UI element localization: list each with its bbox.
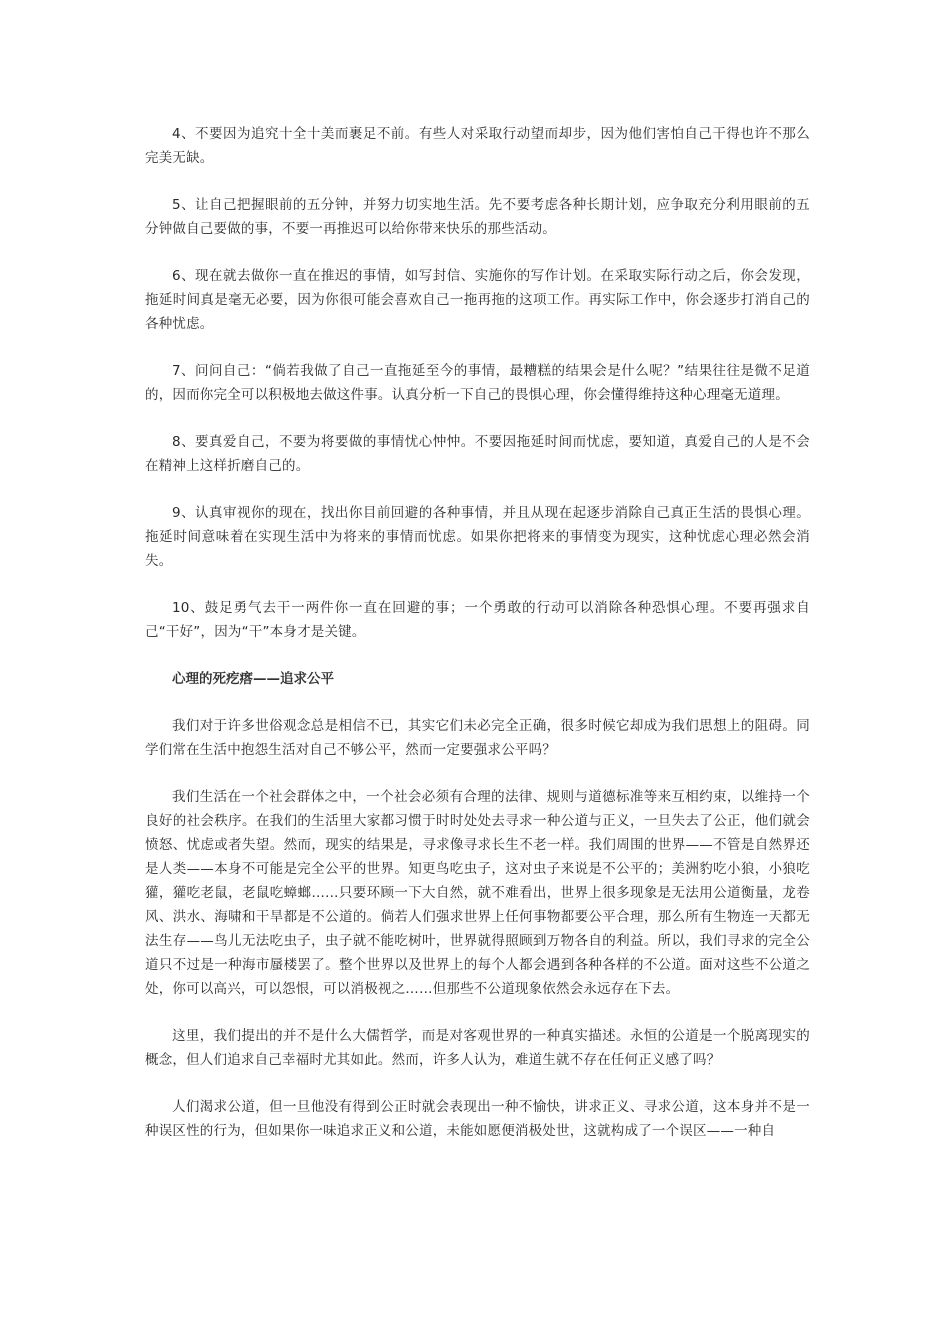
document-body — [145, 122, 810, 1166]
paragraph-fairness: 我们生活在一个社会群体之中，一个社会必须有合理的法律、规则与道德标准等来互相约束，以维持一个良好的社会秩序。在我们的生活里大家都习惯于时时处处去寻求一种公道与正义，一旦失去了公正，他们就会愤怒、忧虑或者失望。然而，现实的结果是，寻求像寻求长生不老一样。我们周围的世界——不管是自然界还是人类——本身不可能是完全公平的世界。知更鸟吃虫子，这对虫子来说是不公平的；美洲豹吃小狼，小狼吃獾，獾吃老鼠，老鼠吃蟑螂……只要环顾一下大自然，就不难看出，世界上很多现象是无法用公道衡量，龙卷风、洪水、海啸和干旱都是不公道的。倘若人们强求世界上任何事物都要公平合理，那么所有生物连一天都无法生存——鸟儿无法吃虫子，虫子就不能吃树叶，世界就得照顾到万物各自的利益。所以，我们寻求的完全公道只不过是一种海市蜃楼罢了。整个世界以及世界上的每个人都会遇到各种各样的不公道。面对这些不公道之处，你可以高兴，可以怨恨，可以消极视之……但那些不公道现象依然会永远存在下去。 — [145, 789, 810, 997]
paragraph-item-9: 9、认真审视你的现在，找出你目前回避的各种事情，并且从现在起逐步消除自己真正生活的畏惧心理。拖延时间意味着在实现生活中为将来的事情而忧虑。如果你把将来的事情变为现实，这种忧虑心理必然会消失。 — [145, 505, 810, 569]
section-heading: 心理的死疙瘩——追求公平 — [172, 671, 334, 687]
paragraph-item-10: 10、鼓足勇气去干一两件你一直在回避的事；一个勇敢的行动可以消除各种恐惧心理。不要再强求自己“干好”，因为“干”本身才是关键。 — [145, 600, 810, 640]
paragraph-item-5: 5、让自己把握眼前的五分钟，并努力切实地生活。先不要考虑各种长期计划，应争取充分利用眼前的五分钟做自己要做的事，不要一再推迟可以给你带来快乐的那些活动。 — [145, 197, 810, 237]
paragraph-justice: 人们渴求公道，但一旦他没有得到公正时就会表现出一种不愉快，讲求正义、寻求公道，这本身并不是一种误区性的行为，但如果你一味追求正义和公道，未能如愿便消极处世，这就构成了一个误区——一种自 — [145, 1099, 810, 1139]
paragraph-item-8: 8、要真爱自己，不要为将要做的事情忧心忡忡。不要因拖延时间而忧虑，要知道，真爱自己的人是不会在精神上这样折磨自己的。 — [145, 434, 810, 474]
paragraph-reality: 这里，我们提出的并不是什么大儒哲学，而是对客观世界的一种真实描述。永恒的公道是一个脱离现实的概念，但人们追求自己幸福时尤其如此。然而，许多人认为，难道生就不存在任何正义感了吗？ — [145, 1028, 810, 1068]
paragraph-intro: 我们对于许多世俗观念总是相信不已，其实它们未必完全正确，很多时候它却成为我们思想上的阻碍。同学们常在生活中抱怨生活对自己不够公平，然而一定要强求公平吗？ — [145, 718, 810, 758]
paragraph-item-6: 6、现在就去做你一直在推迟的事情，如写封信、实施你的写作计划。在采取实际行动之后，你会发现，拖延时间真是毫无必要，因为你很可能会喜欢自己一拖再拖的这项工作。再实际工作中，你会逐步打消自己的各种忧虑。 — [145, 268, 810, 332]
paragraph-item-4: 4、不要因为追究十全十美而裹足不前。有些人对采取行动望而却步，因为他们害怕自己干得也许不那么完美无缺。 — [145, 126, 810, 166]
paragraph-item-7: 7、问问自己：“倘若我做了自己一直拖延至今的事情，最糟糕的结果会是什么呢？”结果往往是微不足道的，因而你完全可以积极地去做这件事。认真分析一下自己的畏惧心理，你会懂得维持这种心理毫无道理。 — [145, 363, 810, 403]
